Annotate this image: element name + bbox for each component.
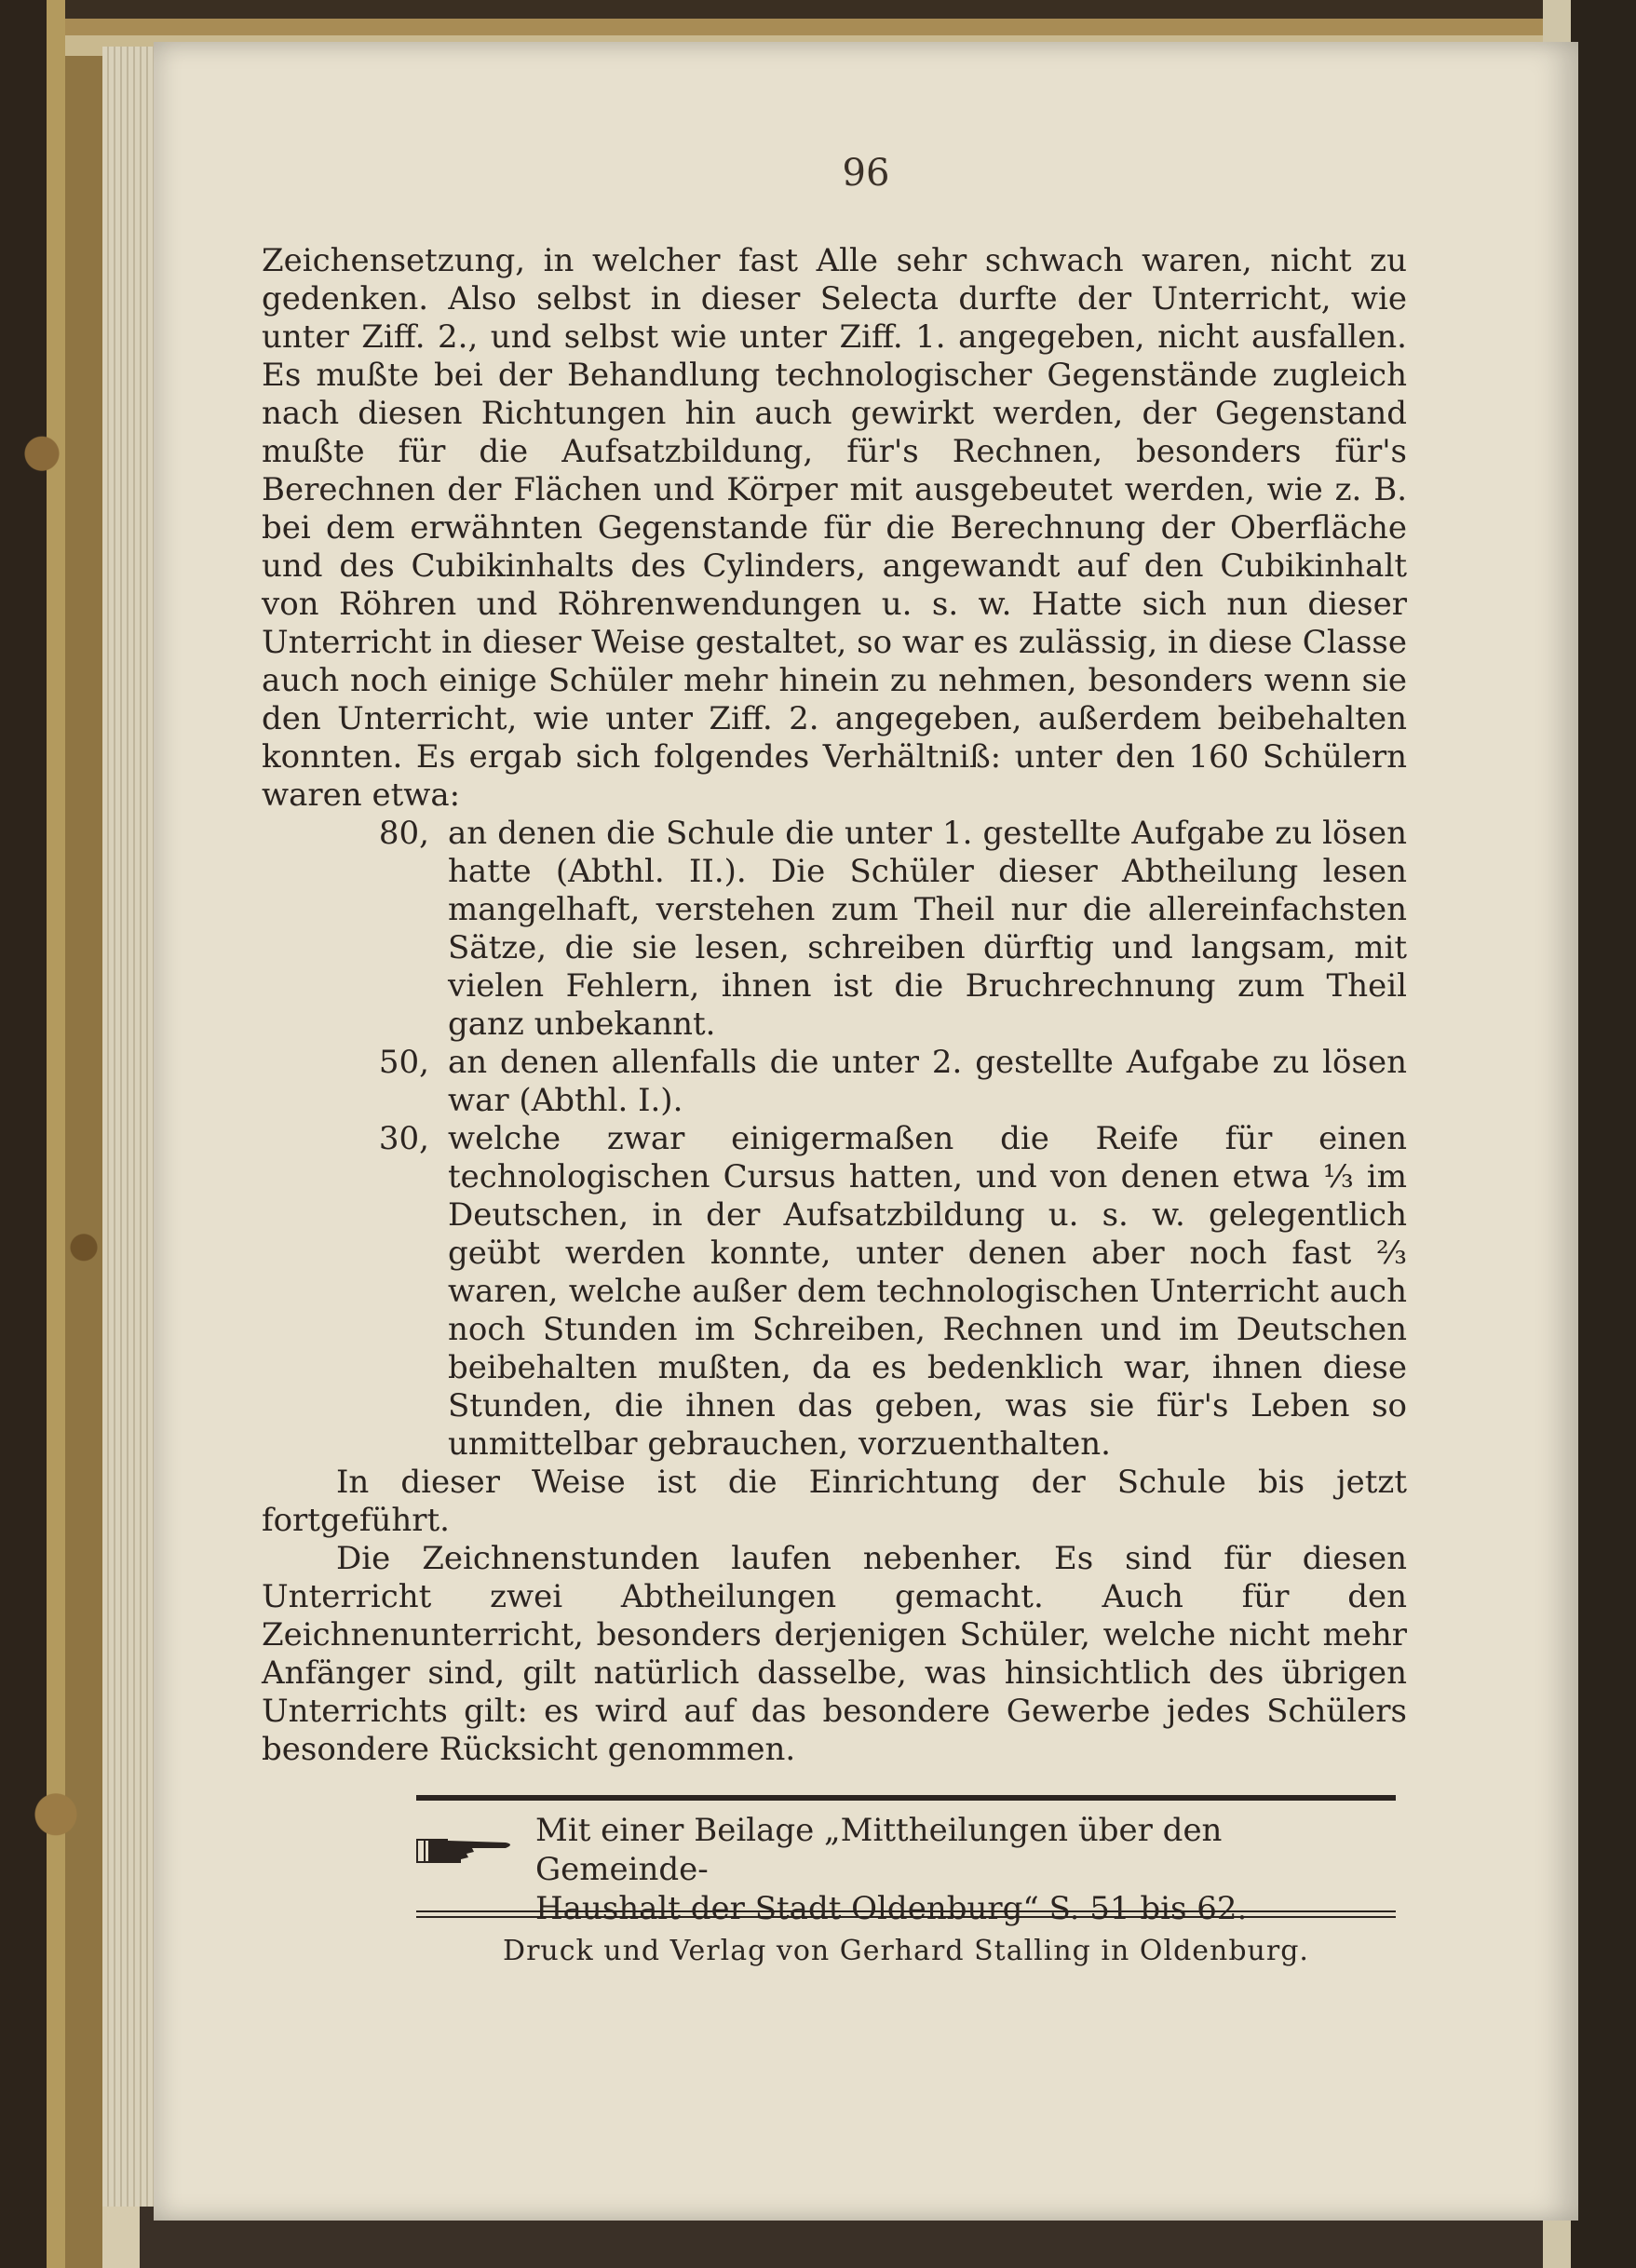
printer-imprint: Druck und Verlag von Gerhard Stalling in Oldenburg. bbox=[503, 1935, 1309, 1967]
divider-rule bbox=[416, 1795, 1396, 1801]
paragraph: In dieser Weise ist die Einrichtung der Schule bis jetzt fortgeführt. bbox=[262, 1464, 1407, 1539]
item-text: an denen die Schule die unter 1. gestellte Aufgabe zu lösen hatte (Abthl. II.). Die Schüler dieser Abtheilung lesen mangelhaft, verstehen zum Theil nur die allereinfachsten Sätze, die sie lesen, schreiben dürftig und langsam, mit vielen Fehlern, ihnen ist die Bruchrechnung zum Theil ganz unbekannt. bbox=[448, 815, 1407, 1043]
item-number: 50, bbox=[378, 1044, 429, 1081]
item-text: welche zwar einigermaßen die Reife für einen technologischen Cursus hatten, und von denen etwa ⅓ im Deutschen, in der Aufsatzbildung u. s. w. gelegentlich geübt werden konnte, unter denen aber noch fast ⅔ waren, welche außer dem technologischen Unterricht auch noch Stunden im Schreiben, Rechnen und im Deutschen beibehalten mußten, da es bedenklich war, ihnen diese Stunden, die ihnen das geben, was sie für's Leben so unmittelbar gebrauchen, vorzuenthalten. bbox=[448, 1120, 1407, 1463]
list-item bbox=[262, 1120, 1407, 1464]
page-body bbox=[262, 242, 1407, 1769]
list-item bbox=[262, 815, 1407, 1044]
notice-line-1: Mit einer Beilage „Mittheilungen über den Gemeinde- bbox=[535, 1812, 1223, 1888]
paragraph: Zeichensetzung, in welcher fast Alle sehr schwach waren, nicht zu gedenken. Also selbst in dieser Selecta durfte der Unterricht, wie unter Ziff. 2., und selbst wie unter Ziff. 1. angegeben, nicht ausfallen. Es mußte bei der Behandlung technologischer Gegenstände zugleich nach diesen Richtungen hin auch gewirkt werden, der Gegenstand mußte für die Aufsatzbildung, für's Rechnen, besonders für's Berechnen der Flächen und Körper mit ausgebeutet werden, wie z. B. bei dem erwähnten Gegenstande für die Berechnung der Oberfläche und des Cubikinhalts des Cylinders, angewandt auf den Cubikinhalt von Röhren und Röhrenwendungen u. s. w. Hatte sich nun dieser Unterricht in dieser Weise gestaltet, so war es zulässig, in diese Classe auch noch einige Schüler mehr hinein zu nehmen, besonders wenn sie den Unterricht, wie unter Ziff. 2. angegeben, außerdem beibehalten konnten. Es ergab sich folgendes Verhältniß: unter den 160 Schülern waren etwa: bbox=[262, 242, 1407, 814]
list-item bbox=[262, 1044, 1407, 1120]
item-number: 30, bbox=[378, 1120, 429, 1157]
paragraph: Die Zeichnenstunden laufen nebenher. Es sind für diesen Unterricht zwei Abtheilungen gemacht. Auch für den Zeichnenunterricht, besonders derjenigen Schüler, welche nicht mehr Anfänger sind, gilt natürlich dasselbe, was hinsichtlich des übrigen Unterrichts gilt: es wird auf das besondere Gewerbe jedes Schülers besondere Rücksicht genommen. bbox=[262, 1540, 1407, 1768]
double-rule bbox=[416, 1910, 1396, 1918]
page-edges bbox=[102, 47, 158, 2207]
item-text: an denen allenfalls die unter 2. gestellte Aufgabe zu lösen war (Abthl. I.). bbox=[448, 1044, 1407, 1119]
page-number: 96 bbox=[842, 152, 890, 195]
notice-line-2: Haushalt der Stadt Oldenburg“ S. 51 bis 62. bbox=[535, 1890, 1248, 1927]
item-number: 80, bbox=[378, 815, 429, 852]
pointing-hand-icon bbox=[416, 1833, 519, 1867]
